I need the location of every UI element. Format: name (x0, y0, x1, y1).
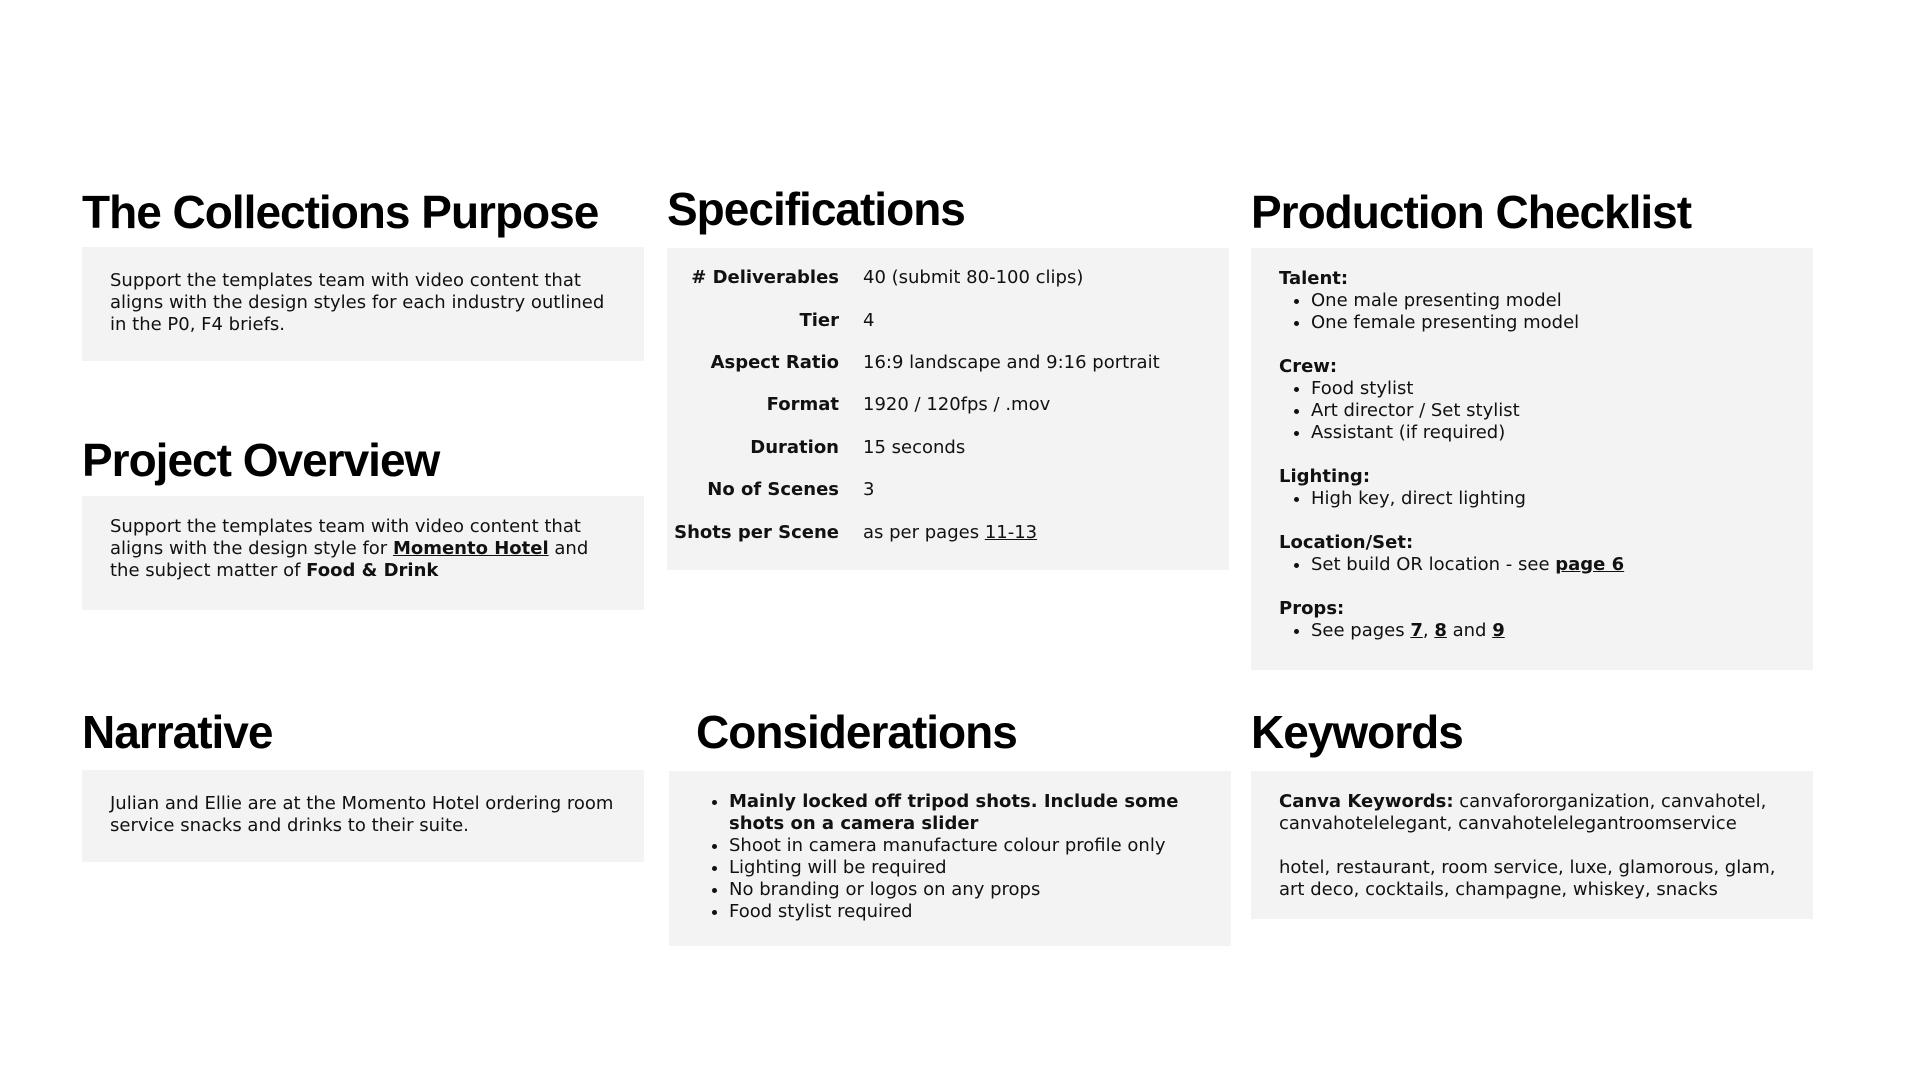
spec-row (667, 511, 1229, 553)
spec-value-prefix: as per pages (863, 521, 985, 543)
list-item: • Food stylist required (729, 901, 1203, 923)
spec-row (667, 384, 1229, 426)
list-item (1311, 554, 1785, 576)
overview-subject: Food & Drink (306, 560, 439, 581)
specs-box (667, 248, 1229, 570)
lighting-group (1279, 466, 1785, 510)
spec-value (863, 522, 1229, 544)
purpose-text: Support the templates team with video content that aligns with the design styles for each industry outlined in the P0, F4 briefs. (110, 270, 605, 335)
page-6-link[interactable]: page 6 (1555, 554, 1625, 575)
list-item: • Mainly locked off tripod shots. Include some shots on a camera slider (729, 791, 1203, 835)
narrative-box (82, 770, 644, 862)
crew-group (1279, 356, 1785, 444)
spec-label: Duration (750, 436, 839, 458)
canva-keywords-text: canvafororganization, canvahotel, canvahotelelegant, canvahotelelegantroomservice (1279, 791, 1767, 834)
list-item: • One female presenting model (1311, 312, 1785, 334)
specs-table (667, 257, 1229, 554)
props-group (1279, 598, 1785, 642)
props-sep-1: , (1422, 620, 1435, 641)
keywords-title: Keywords (1251, 706, 1463, 758)
overview-text-b: and the subject matter of (110, 538, 589, 581)
spec-value: 16:9 landscape and 9:16 portrait (863, 351, 1160, 373)
pages-link[interactable]: 11-13 (984, 521, 1038, 543)
general-keywords: hotel, restaurant, room service, luxe, glamorous, glam, art deco, cocktails, champagne, whiskey, snacks (1279, 857, 1776, 900)
location-text: Set build OR location - see (1311, 554, 1556, 575)
spec-value: 4 (863, 309, 875, 331)
narrative-text: Julian and Ellie are at the Momento Hotel ordering room service snacks and drinks to their suite. (110, 793, 614, 836)
list-item: • Assistant (if required) (1311, 422, 1785, 444)
list-item: • Food stylist (1311, 378, 1785, 400)
spec-row (667, 469, 1229, 511)
spec-label: # Deliverables (691, 267, 839, 289)
location-title: Location/Set: (1279, 532, 1414, 553)
list-item: • High key, direct lighting (1311, 488, 1785, 510)
spec-label: Format (766, 394, 839, 416)
overview-text-a: Support the templates team with video content that aligns with the design style for (110, 516, 581, 559)
page-7-link[interactable]: 7 (1410, 620, 1423, 641)
spec-row (667, 299, 1229, 341)
checklist-box (1251, 248, 1813, 670)
props-title: Props: (1279, 598, 1345, 619)
list-item: • Shoot in camera manufacture colour profile only (729, 835, 1203, 857)
list-item: • Lighting will be required (729, 857, 1203, 879)
spec-label: Shots per Scene (674, 521, 839, 543)
canva-keywords (1279, 791, 1785, 835)
list-item: • Art director / Set stylist (1311, 400, 1785, 422)
list-item: • One male presenting model (1311, 290, 1785, 312)
props-text: See pages (1311, 620, 1411, 641)
spec-label: Aspect Ratio (710, 351, 839, 373)
page-9-link[interactable]: 9 (1492, 620, 1505, 641)
spec-label: No of Scenes (707, 479, 839, 501)
page-8-link[interactable]: 8 (1434, 620, 1447, 641)
spec-value: 3 (863, 479, 875, 501)
considerations-title: Considerations (696, 706, 1017, 758)
list-item: • No branding or logos on any props (729, 879, 1203, 901)
checklist-title: Production Checklist (1251, 186, 1692, 238)
overview-text (110, 516, 616, 582)
lighting-title: Lighting: (1279, 466, 1371, 487)
spec-value: 1920 / 120fps / .mov (863, 394, 1051, 416)
spec-value: 15 seconds (863, 436, 966, 458)
location-group (1279, 532, 1785, 576)
momento-hotel-link[interactable]: Momento Hotel (392, 538, 549, 559)
spec-row (667, 257, 1229, 299)
talent-group (1279, 268, 1785, 334)
overview-box (82, 496, 644, 610)
overview-title: Project Overview (82, 434, 440, 486)
specs-title: Specifications (667, 183, 965, 235)
spec-value: 40 (submit 80-100 clips) (863, 267, 1084, 289)
keywords-box (1251, 771, 1813, 919)
purpose-box (82, 247, 644, 361)
spec-label: Tier (799, 309, 839, 331)
crew-title: Crew: (1279, 356, 1338, 377)
spec-row (667, 342, 1229, 384)
canva-keywords-label: Canva Keywords: (1279, 791, 1454, 812)
talent-title: Talent: (1279, 268, 1349, 289)
considerations-list (697, 791, 1203, 923)
considerations-box (669, 771, 1231, 946)
narrative-title: Narrative (82, 706, 273, 758)
props-sep-2: and (1446, 620, 1493, 641)
purpose-title: The Collections Purpose (82, 186, 599, 238)
list-item (1311, 620, 1785, 642)
spec-row (667, 427, 1229, 469)
